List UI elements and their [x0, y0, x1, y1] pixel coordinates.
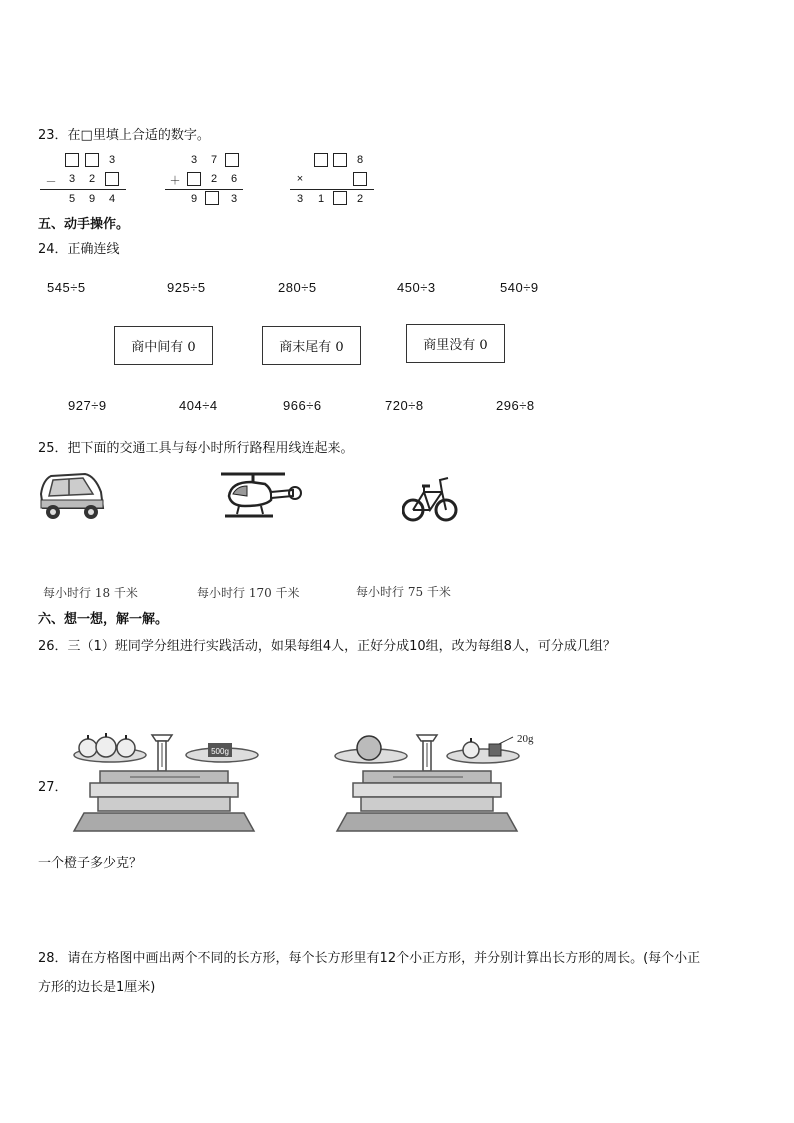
q24-text: 24．正确连线 — [38, 242, 120, 257]
expression: 966÷6 — [283, 398, 322, 413]
speed-label: 每小时行 18 千米 — [43, 586, 138, 600]
rule-line — [165, 189, 243, 190]
minus-sign: － — [45, 176, 57, 188]
balance-scale-apples — [70, 733, 260, 836]
category-box: 商里没有 0 — [406, 324, 505, 363]
q23-text: 23．在□里填上合适的数字。 — [38, 128, 210, 143]
expression: 927÷9 — [68, 398, 107, 413]
weight-label: 20g — [517, 733, 534, 745]
digit: 5 — [68, 193, 76, 205]
helicopter-icon — [215, 466, 305, 526]
digit: 3 — [230, 193, 238, 205]
q28-text-line1: 28．请在方格图中画出两个不同的长方形，每个长方形里有12个小正方形，并分别计算出长方形的周长。(每个小正 — [38, 951, 701, 966]
digit: 3 — [108, 154, 116, 166]
answer-box[interactable] — [187, 172, 201, 186]
digit: 2 — [210, 173, 218, 185]
digit: 3 — [68, 173, 76, 185]
times-sign: × — [296, 173, 304, 185]
expression: 720÷8 — [385, 398, 424, 413]
section-heading: 六、想一想，解一解。 — [38, 612, 169, 627]
q26-text: 26．三（1）班同学分组进行实践活动，如果每组4人，正好分成10组，改为每组8人，可分成几组？ — [38, 639, 616, 654]
expression: 296÷8 — [496, 398, 535, 413]
answer-box[interactable] — [85, 153, 99, 167]
answer-box[interactable] — [65, 153, 79, 167]
category-box: 商中间有 0 — [114, 326, 213, 365]
expression: 545÷5 — [47, 280, 86, 295]
q25-text: 25．把下面的交通工具与每小时所行路程用线连起来。 — [38, 441, 354, 456]
section-heading: 五、动手操作。 — [38, 217, 130, 232]
digit: 2 — [356, 193, 364, 205]
digit: 3 — [190, 154, 198, 166]
answer-box[interactable] — [205, 191, 219, 205]
digit: 4 — [108, 193, 116, 205]
answer-box[interactable] — [105, 172, 119, 186]
answer-box[interactable] — [353, 172, 367, 186]
weight-label: 500g — [211, 747, 229, 756]
car-icon — [37, 470, 107, 522]
answer-box[interactable] — [225, 153, 239, 167]
category-box: 商末尾有 0 — [262, 326, 361, 365]
digit: 8 — [356, 154, 364, 166]
rule-line — [40, 189, 126, 190]
digit: 9 — [88, 193, 96, 205]
digit: 1 — [317, 193, 325, 205]
digit: 2 — [88, 173, 96, 185]
expression: 540÷9 — [500, 280, 539, 295]
q27-question: 一个橙子多少克？ — [38, 856, 143, 871]
expression: 280÷5 — [278, 280, 317, 295]
answer-box[interactable] — [333, 153, 347, 167]
digit: 9 — [190, 193, 198, 205]
speed-label: 每小时行 75 千米 — [356, 585, 451, 599]
expression: 404÷4 — [179, 398, 218, 413]
digit: 6 — [230, 173, 238, 185]
digit: 7 — [210, 154, 218, 166]
plus-sign: ＋ — [169, 175, 181, 187]
speed-label: 每小时行 170 千米 — [197, 586, 300, 600]
balance-scale-orange — [333, 729, 545, 836]
answer-box[interactable] — [333, 191, 347, 205]
answer-box[interactable] — [314, 153, 328, 167]
q27-number: 27． — [38, 780, 68, 795]
expression: 450÷3 — [397, 280, 436, 295]
expression: 925÷5 — [167, 280, 206, 295]
digit: 3 — [296, 193, 304, 205]
q28-text-line2: 方形的边长是1厘米) — [38, 980, 156, 995]
rule-line — [290, 189, 374, 190]
bicycle-icon — [402, 466, 458, 528]
